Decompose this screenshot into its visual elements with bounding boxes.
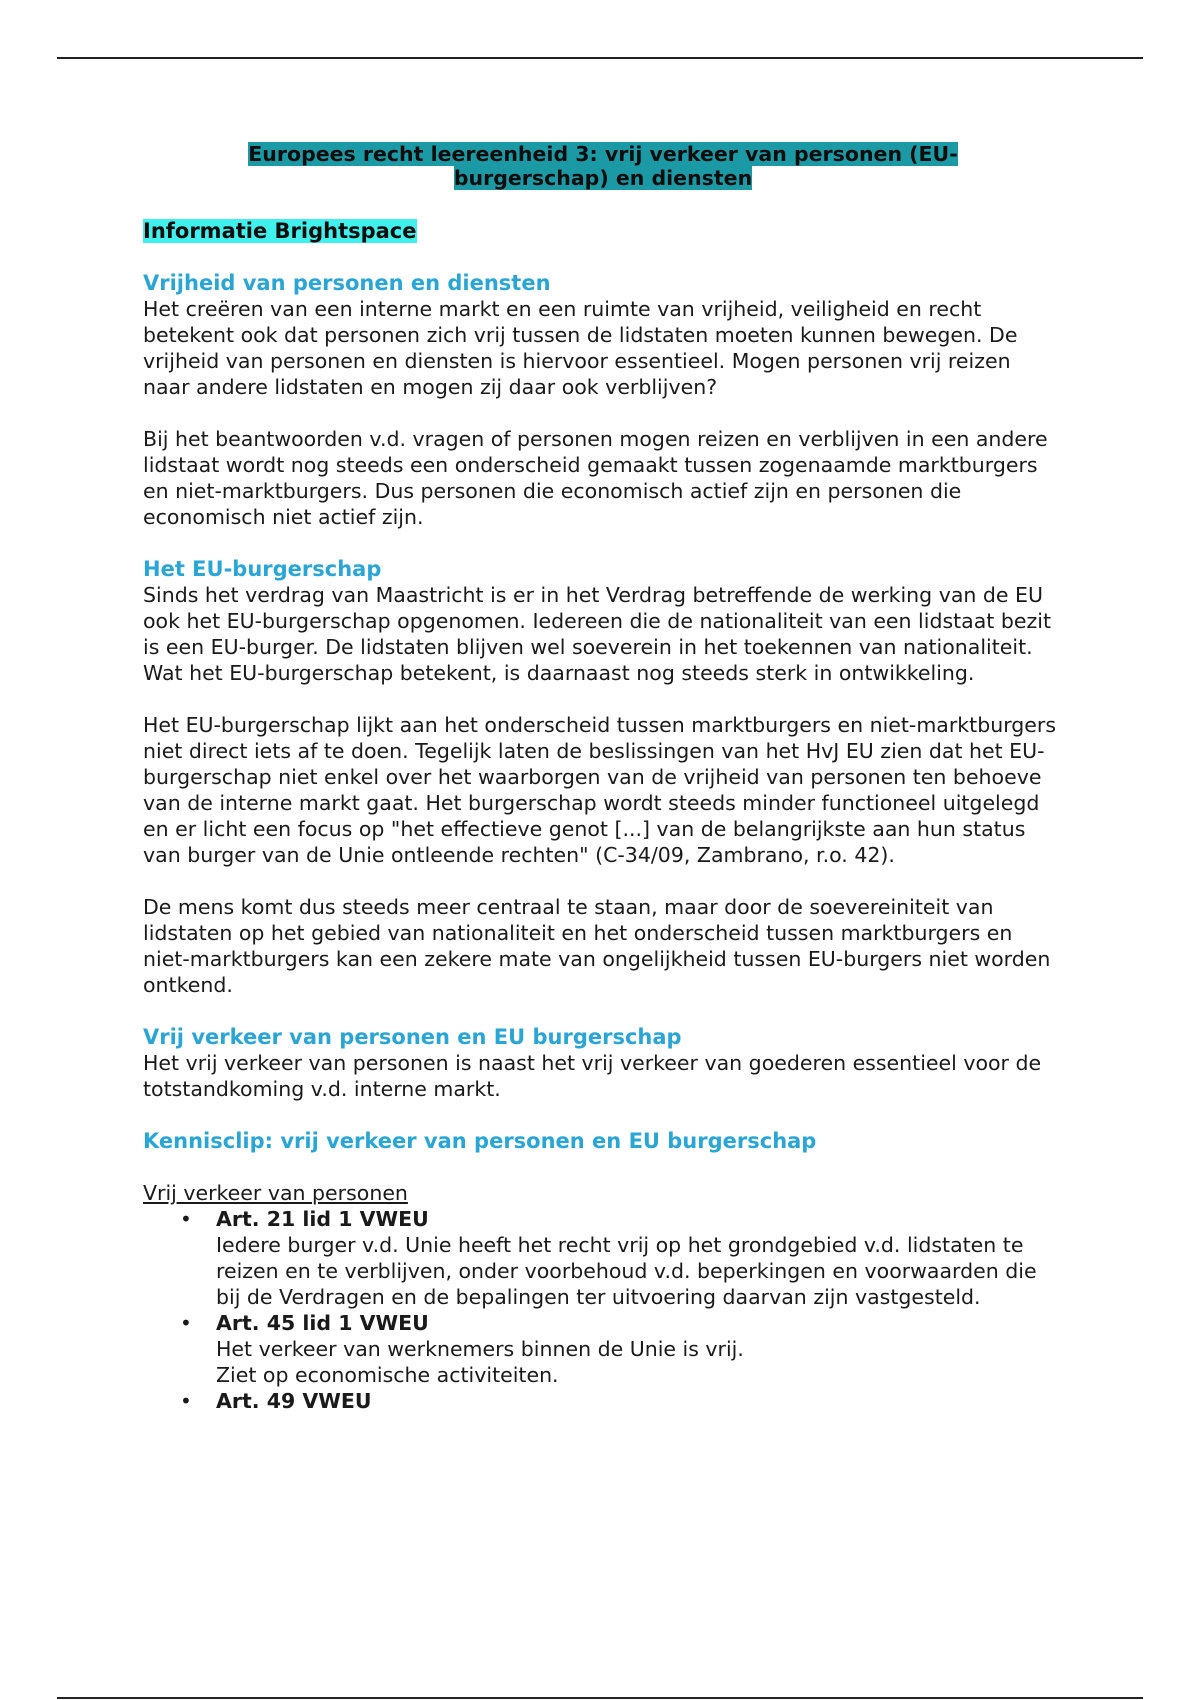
paragraph: Het creëren van een interne markt en een ruimte van vrijheid, veiligheid en recht betekent ook dat personen zich vrij tussen de lidstaten moeten kunnen bewegen. De vrijheid van personen en diensten is hiervoor essentieel. Mogen personen vrij reizen naar andere lidstaten en mogen zij daar ook verblijven? (143, 297, 1018, 399)
article-text: Iedere burger v.d. Unie heeft het recht vrij op het grondgebied v.d. lidstaten te reizen en te verblijven, onder voorbehoud v.d. beperkingen en voorwaarden die bij de Verdragen en de bepalingen ter uitvoering daarvan zijn vastgesteld. (216, 1233, 1037, 1309)
section-vrij-verkeer (143, 1024, 1063, 1102)
info-heading-text: Informatie Brightspace (143, 219, 417, 243)
section-heading: Het EU-burgerschap (143, 557, 382, 581)
header-rule (57, 57, 1143, 59)
section-heading: Vrij verkeer van personen en EU burgerschap (143, 1025, 682, 1049)
document-title-line2: burgerschap) en diensten (453, 166, 753, 190)
footer-rule (57, 1697, 1143, 1699)
list-item (180, 1388, 1063, 1414)
article-title: Art. 49 VWEU (216, 1389, 372, 1413)
paragraph: Bij het beantwoorden v.d. vragen of personen mogen reizen en verblijven in een andere lidstaat wordt nog steeds een onderscheid gemaakt tussen zogenaamde marktburgers en niet-marktburgers. Dus personen die economisch actief zijn en personen die economisch niet actief zijn. (143, 427, 1048, 529)
list-item (180, 1206, 1063, 1310)
document-title (143, 142, 1063, 190)
paragraph: De mens komt dus steeds meer centraal te staan, maar door de soevereiniteit van lidstaten op het gebied van nationaliteit en het onderscheid tussen marktburgers en niet-marktburgers kan een zekere mate van ongelijkheid tussen EU-burgers niet worden ontkend. (143, 895, 1051, 997)
bullet-icon: • (180, 1389, 192, 1413)
article-title: Art. 21 lid 1 VWEU (216, 1207, 429, 1231)
list-item (180, 1310, 1063, 1388)
document-title-line1: Europees recht leereenheid 3: vrij verkeer van personen (EU- (248, 142, 958, 166)
article-title: Art. 45 lid 1 VWEU (216, 1311, 429, 1335)
section-eu-burgerschap (143, 556, 1063, 998)
bullet-icon: • (180, 1311, 192, 1335)
paragraph: Het EU-burgerschap lijkt aan het onderscheid tussen marktburgers en niet-marktburgers niet direct iets af te doen. Tegelijk laten de beslissingen van het HvJ EU zien dat het EU-burgerschap niet enkel over het waarborgen van de vrijheid van personen ten behoeve van de interne markt gaat. Het burgerschap wordt steeds minder functioneel uitgelegd en er licht een focus op "het effectieve genot [...] van de belangrijkste aan hun status van burger van de Unie ontleende rechten" (C-34/09, Zambrano, r.o. 42). (143, 713, 1057, 867)
bullet-icon: • (180, 1207, 192, 1231)
paragraph: Sinds het verdrag van Maastricht is er in het Verdrag betreffende de werking van de EU ook het EU-burgerschap opgenomen. Iedereen die de nationaliteit van een lidstaat bezit is een EU-burger. De lidstaten blijven wel soeverein in het toekennen van nationaliteit. Wat het EU-burgerschap betekent, is daarnaast nog steeds sterk in ontwikkeling. (143, 583, 1051, 685)
section-vrijheid (143, 270, 1063, 530)
subheading-vrij-verkeer: Vrij verkeer van personen (143, 1181, 408, 1205)
paragraph: Het vrij verkeer van personen is naast het vrij verkeer van goederen essentieel voor de totstandkoming v.d. interne markt. (143, 1051, 1042, 1101)
article-note: Ziet op economische activiteiten. (216, 1363, 559, 1387)
document-body (143, 142, 1063, 1414)
kennisclip-heading: Kennisclip: vrij verkeer van personen en EU burgerschap (143, 1129, 817, 1153)
info-heading (143, 218, 1063, 244)
section-heading: Vrijheid van personen en diensten (143, 271, 551, 295)
article-text: Het verkeer van werknemers binnen de Unie is vrij. (216, 1337, 744, 1361)
article-list (143, 1206, 1063, 1414)
